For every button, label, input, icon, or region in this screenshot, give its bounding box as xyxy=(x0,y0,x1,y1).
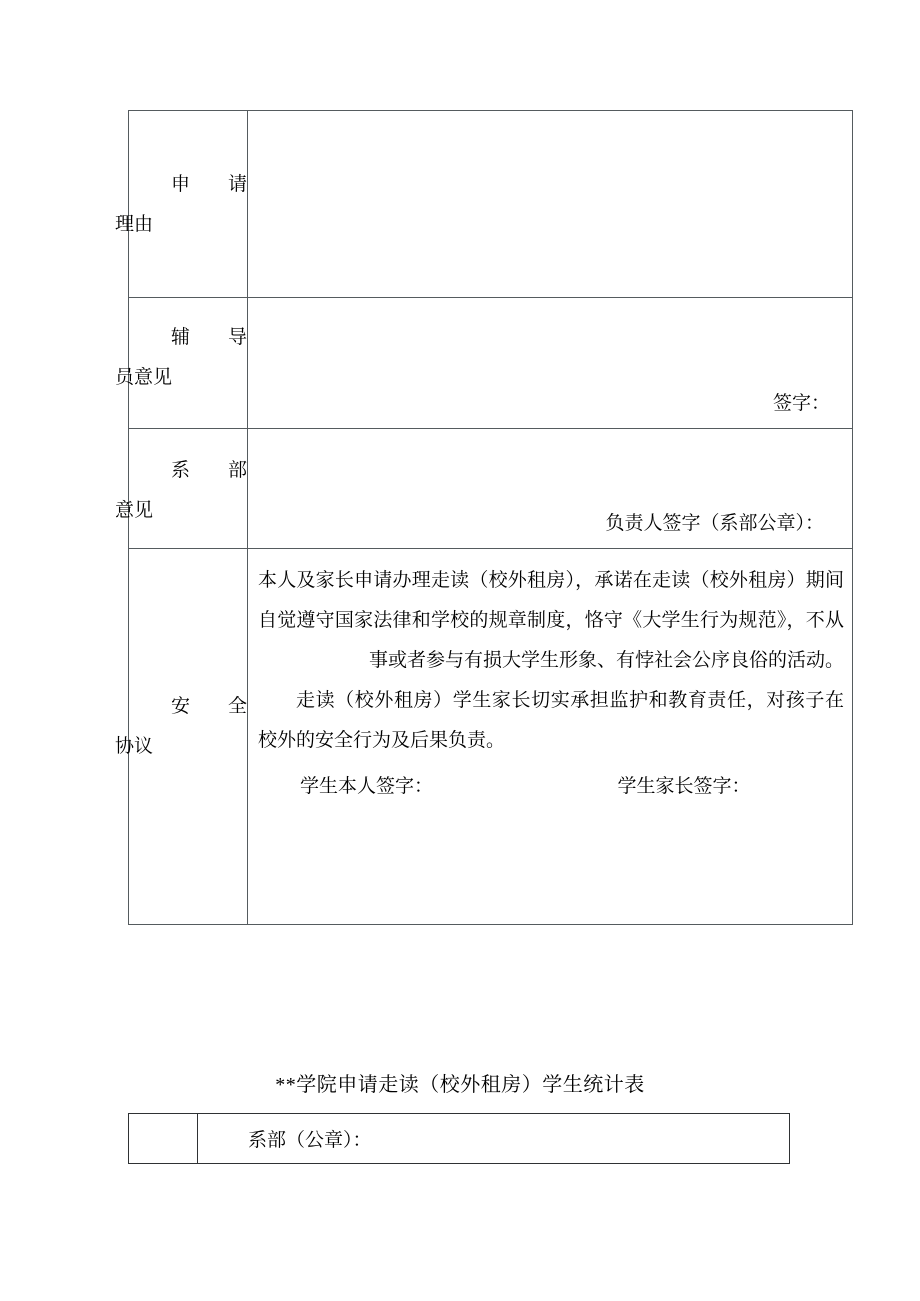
label-line-secondary: 员意见 xyxy=(115,367,173,388)
table-row-counselor-opinion xyxy=(129,298,853,429)
table-row xyxy=(129,1114,790,1164)
field-safety-agreement xyxy=(248,549,853,925)
agreement-paragraph-1: 本人及家长申请办理走读（校外租房），承诺在走读（校外租房）期间自觉遵守国家法律和学校的规章制度，恪守《大学生行为规范》，不从事或者参与有损大学生形象、有悖社会公序良俗的活动。 xyxy=(258,570,844,671)
agreement-paragraph-2: 走读（校外租房）学生家长切实承担监护和教育责任，对孩子在校外的安全行为及后果负责。 xyxy=(258,690,844,751)
department-seal-label: 系部（公章）： xyxy=(248,1130,372,1151)
label-line-primary: 安 全 xyxy=(171,696,247,717)
label-stack-counselor-opinion xyxy=(115,318,247,398)
row-label-department-opinion xyxy=(115,429,248,549)
row-label-safety-agreement xyxy=(115,549,248,925)
safety-agreement-body xyxy=(248,549,852,807)
department-signature-label: 负责人签字（系部公章）： xyxy=(605,513,824,534)
field-application-reason[interactable] xyxy=(248,111,853,298)
field-counselor-opinion[interactable] xyxy=(248,298,853,429)
counselor-signature-label: 签字： xyxy=(772,393,830,414)
student-signature-label[interactable]: 学生本人签字： xyxy=(300,776,434,797)
row-label-counselor-opinion xyxy=(115,298,248,429)
label-line-secondary: 意见 xyxy=(115,500,154,521)
table-row-application-reason xyxy=(129,111,853,298)
table-row-safety-agreement xyxy=(129,549,853,925)
label-line-primary: 辅 导 xyxy=(171,327,247,348)
table-row-department-opinion xyxy=(129,429,853,549)
statistics-table xyxy=(128,1113,790,1164)
statistics-cell-blank[interactable] xyxy=(129,1114,198,1164)
statistics-table-title: **学院申请走读（校外租房）学生统计表 xyxy=(275,1074,645,1096)
label-line-secondary: 协议 xyxy=(115,736,154,757)
label-stack-application-reason xyxy=(115,165,247,245)
label-line-primary: 系 部 xyxy=(171,460,247,481)
field-department-opinion[interactable] xyxy=(248,429,853,549)
parent-signature-label[interactable]: 学生家长签字： xyxy=(617,776,751,797)
label-stack-safety-agreement xyxy=(115,687,247,767)
label-line-secondary: 理由 xyxy=(115,214,154,235)
label-line-primary: 申 请 xyxy=(171,174,247,195)
statistics-cell-department-seal[interactable] xyxy=(198,1114,790,1164)
signature-row xyxy=(258,767,844,807)
row-label-application-reason xyxy=(115,111,248,298)
application-form-table xyxy=(115,110,853,925)
label-stack-department-opinion xyxy=(115,451,247,531)
